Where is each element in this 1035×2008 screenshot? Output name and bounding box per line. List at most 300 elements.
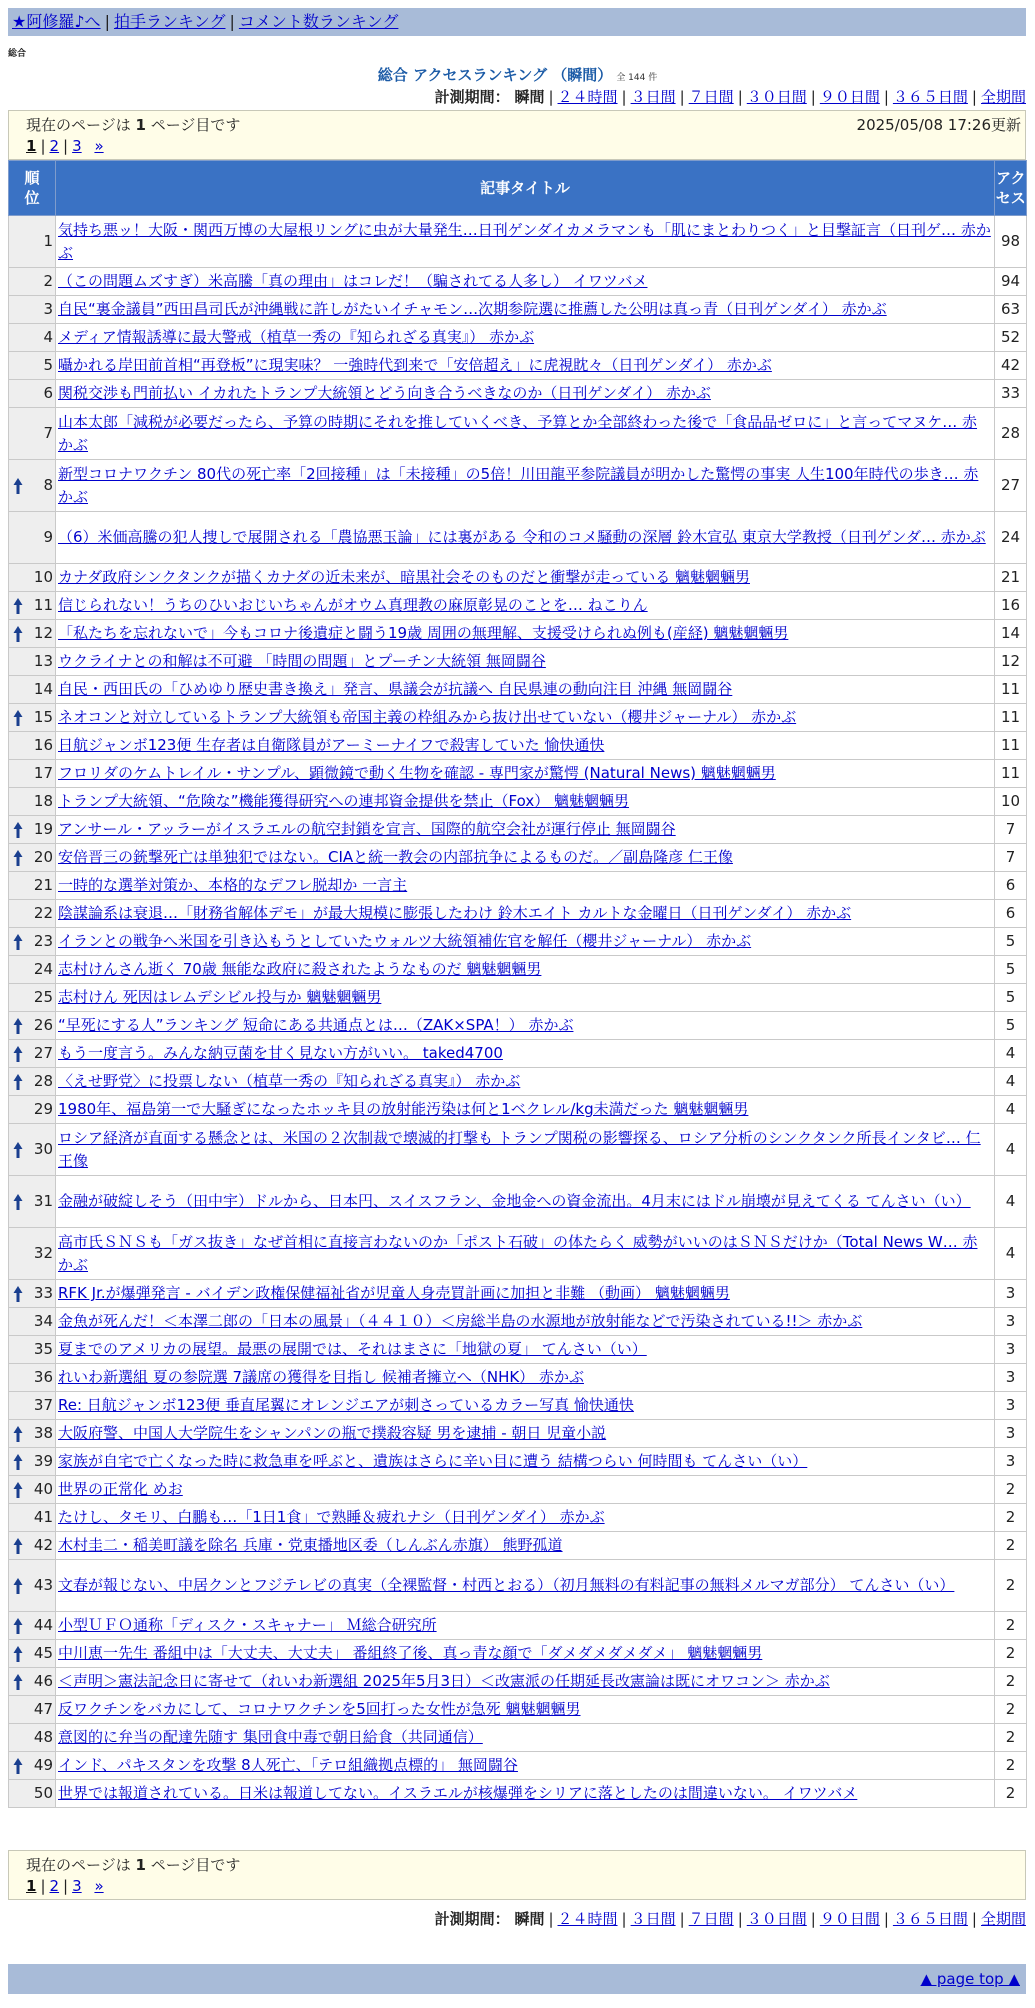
rank-number: 39 [33,1452,53,1470]
rank-cell [9,380,56,408]
access-count: 28 [995,408,1027,460]
rank-number: 36 [33,1368,53,1386]
table-row [9,1392,1027,1420]
title-cell [56,1640,995,1668]
article-link[interactable]: 陰謀論系は衰退…「財務省解体デモ」が最大規模に膨張したわけ 鈴木エイト カルトな金曜日（日刊ゲンダイ） 赤かぶ [58,904,852,922]
table-row [9,1068,1027,1096]
period-selector-top [435,86,1026,107]
period-link-24h[interactable]: ２４時間 [557,1910,618,1928]
rank-number: 25 [33,988,53,1006]
period-label: 計測期間： [434,1910,510,1928]
table-row [9,620,1027,648]
access-count: 2 [995,1668,1027,1696]
rank-number: 42 [33,1536,53,1554]
rank-number: 38 [33,1424,53,1442]
access-count: 11 [995,732,1027,760]
article-link[interactable]: れいわ新選組 夏の参院選 7議席の獲得を目指し 候補者擁立へ（NHK） 赤かぶ [58,1368,584,1386]
title-cell [56,732,995,760]
table-row [9,984,1027,1012]
rank-cell [9,676,56,704]
rank-number: 5 [43,356,53,374]
table-row [9,512,1027,564]
table-row [9,1124,1027,1176]
title-cell [56,956,995,984]
title-cell [56,324,995,352]
rank-number: 50 [33,1784,53,1802]
article-link[interactable]: 「私たちを忘れないで」今もコロナ後遺症と闘う19歳 周囲の無理解、支援受けられぬ例も(産経) 魑魅魍魎男 [58,624,789,642]
up-arrow-icon [13,933,23,951]
rank-cell [9,1068,56,1096]
page-separator: | [40,1877,46,1895]
period-separator: | [810,88,816,106]
article-link[interactable]: 新型コロナワクチン 80代の死亡率「2回接種」は「未接種」の5倍！川田龍平参院議員が明かした驚愕の事実 人生100年時代の歩き… 赤かぶ [58,464,979,506]
title-cell [56,1228,995,1280]
rank-cell [9,352,56,380]
access-count: 42 [995,352,1027,380]
article-link[interactable]: 高市氏ＳＮＳも「ガス抜き」なぜ首相に直接言わないのか「ポスト石破」の体たらく 威勢がいいのはＳＮＳだけか（Total News W… 赤かぶ [58,1232,978,1274]
rank-cell [9,1476,56,1504]
access-count: 14 [995,620,1027,648]
article-link[interactable]: トランプ大統領、“危険な”機能獲得研究への連邦資金提供を禁止（Fox） 魑魅魍魎男 [58,792,629,810]
access-count: 5 [995,984,1027,1012]
rank-number: 44 [33,1616,53,1634]
rank-number: 11 [33,596,53,614]
rank-number: 46 [33,1672,53,1690]
rank-number: 2 [43,272,53,290]
title-cell [56,512,995,564]
article-link[interactable]: 日航ジャンボ123便 生存者は自衛隊員がアーミーナイフで殺害していた 愉快通快 [58,736,605,754]
table-row [9,872,1027,900]
article-link[interactable]: RFK Jr.が爆弾発言 - バイデン政権保健福祉省が児童人身売買計画に加担と非難 （動画） 魑魅魍魎男 [58,1284,730,1302]
period-link-365d[interactable]: ３６５日間 [892,88,968,106]
rank-cell [9,1096,56,1124]
rank-number: 4 [43,328,53,346]
table-row [9,788,1027,816]
current-page-text [26,1854,240,1875]
rank-cell [9,1612,56,1640]
period-link-24h[interactable]: ２４時間 [557,88,618,106]
article-link[interactable]: 反ワクチンをバカにして、コロナワクチンを5回打った女性が急死 魑魅魍魎男 [58,1700,581,1718]
title-cell [56,1780,995,1808]
article-link[interactable]: “早死にする人”ランキング 短命にある共通点とは…（ZAK×SPA！） 赤かぶ [58,1016,574,1034]
article-link[interactable]: 自民・西田氏の「ひめゆり歴史書き換え」発言、県議会が抗議へ 自民県連の動向注目 沖縄 無岡闘谷 [58,680,733,698]
page-link-3[interactable]: 3 [72,137,82,155]
title-cell [56,844,995,872]
rank-number: 12 [33,624,53,642]
rank-cell [9,1176,56,1228]
rank-number: 30 [33,1140,53,1158]
title-cell [56,216,995,268]
title-cell [56,1476,995,1504]
title-cell [56,1280,995,1308]
article-link[interactable]: （6）米価高騰の犯人捜しで展開される「農協悪玉論」には裏がある 令和のコメ騒動の深層 鈴木宣弘 東京大学教授（日刊ゲンダ… 赤かぶ [58,528,986,546]
rank-cell [9,1532,56,1560]
pagination [26,137,104,155]
table-row [9,1364,1027,1392]
table-row [9,1096,1027,1124]
access-count: 6 [995,872,1027,900]
access-count: 2 [995,1724,1027,1752]
access-count: 4 [995,1176,1027,1228]
table-row [9,1532,1027,1560]
rank-number: 6 [43,384,53,402]
table-row [9,460,1027,512]
title-cell [56,460,995,512]
article-link[interactable]: もう一度言う。みんな納豆菌を甘く見ない方がいい。 taked4700 [58,1044,503,1062]
rank-number: 14 [33,680,53,698]
paging-box-bottom [8,1850,1026,1900]
title-cell [56,648,995,676]
article-link[interactable]: フロリダのケムトレイル・サンプル、顕微鏡で動く生物を確認 - 専門家が驚愕 (Natural News) 魑魅魍魎男 [58,764,776,782]
access-count: 4 [995,1040,1027,1068]
rank-cell [9,928,56,956]
article-link[interactable]: 志村けん 死因はレムデシビル投与か 魑魅魍魎男 [58,988,382,1006]
rank-cell [9,956,56,984]
rank-cell [9,216,56,268]
table-row [9,1308,1027,1336]
rank-number: 32 [33,1244,53,1262]
title-cell [56,1308,995,1336]
rank-number: 26 [33,1016,53,1034]
rank-cell [9,1280,56,1308]
title-cell [56,620,995,648]
article-link[interactable]: 囁かれる岸田前首相“再登板”に現実味？ 一強時代到来で「安倍超え」に虎視眈々（日刊ゲンダイ） 赤かぶ [58,356,772,374]
access-count: 2 [995,1640,1027,1668]
table-row [9,648,1027,676]
title-cell [56,1012,995,1040]
period-link-3d[interactable]: ３日間 [630,88,676,106]
period-separator: | [971,1910,977,1928]
paging-current-number: 1 [135,116,146,134]
article-link[interactable]: 金融が破綻しそう（田中宇）ドルから、日本円、スイスフラン、金地金への資金流出。4月末にはドル崩壊が見えてくる てんさい（い） [58,1192,971,1210]
title-cell [56,1532,995,1560]
period-separator: | [679,1910,685,1928]
page-link-2[interactable]: 2 [49,1877,60,1895]
article-link[interactable]: たけし、タモリ、白鵬も…「1日1食」で熟睡＆疲れナシ（日刊ゲンダイ） 赤かぶ [58,1508,605,1526]
article-link[interactable]: 安倍晋三の銃撃死亡は単独犯ではない。CIAと統一教会の内部抗争によるものだ。／副島隆彦 仁王像 [58,848,733,866]
article-link[interactable]: 大阪府警、中国人大学院生をシャンパンの瓶で撲殺容疑 男を逮捕 - 朝日 児童小説 [58,1424,607,1442]
up-arrow-icon [13,821,23,839]
period-link-all[interactable]: 全期間 [980,88,1026,106]
paging-box-top [8,110,1026,160]
access-count: 63 [995,296,1027,324]
access-count: 2 [995,1476,1027,1504]
access-count: 11 [995,676,1027,704]
access-count: 21 [995,564,1027,592]
period-link-365d[interactable]: ３６５日間 [892,1910,968,1928]
title-cell [56,816,995,844]
paging-text: 現在のページは [26,116,131,134]
access-count: 7 [995,816,1027,844]
rank-number: 8 [43,476,53,494]
access-count: 2 [995,1752,1027,1780]
rank-cell [9,844,56,872]
access-count: 5 [995,956,1027,984]
period-separator: | [548,88,554,106]
period-link-30d[interactable]: ３０日間 [746,88,807,106]
table-row [9,928,1027,956]
title-cell [56,564,995,592]
access-count: 5 [995,928,1027,956]
rank-number: 19 [33,820,53,838]
access-count: 2 [995,1504,1027,1532]
access-count: 16 [995,592,1027,620]
article-link[interactable]: Re: 日航ジャンボ123便 垂直尾翼にオレンジエアが刺さっているカラー写真 愉快通快 [58,1396,634,1414]
up-arrow-icon [13,1285,23,1303]
up-arrow-icon [13,1757,23,1775]
rank-number: 37 [33,1396,53,1414]
table-row [9,380,1027,408]
table-row [9,816,1027,844]
rank-cell [9,984,56,1012]
rank-number: 45 [33,1644,53,1662]
rank-number: 40 [33,1480,53,1498]
article-link[interactable]: 〈えせ野党〉に投票しない（植草一秀の『知られざる真実』） 赤かぶ [58,1072,521,1090]
table-row [9,956,1027,984]
page-link-2[interactable]: 2 [49,137,60,155]
access-count: 3 [995,1392,1027,1420]
table-row [9,900,1027,928]
page-title [0,64,1035,85]
header-access-text: アクセス [995,169,1026,207]
title-cell [56,380,995,408]
title-cell [56,1124,995,1176]
rank-cell [9,1724,56,1752]
rank-number: 20 [33,848,53,866]
period-label: 計測期間： [434,88,510,106]
title-cell [56,1176,995,1228]
access-count: 11 [995,704,1027,732]
up-arrow-icon [13,597,23,615]
table-row [9,676,1027,704]
rank-cell [9,1012,56,1040]
table-row [9,408,1027,460]
period-link-all[interactable]: 全期間 [980,1910,1026,1928]
article-link[interactable]: 山本太郎「減税が必要だったら、予算の時期にそれを推していくべき、予算とか全部終わった後で「食品品ゼロに」と言ってマヌケ… 赤かぶ [58,412,978,454]
table-row [9,1476,1027,1504]
period-separator: | [737,88,743,106]
up-arrow-icon [13,1673,23,1691]
table-row [9,1780,1027,1808]
paging-text: ページ目です [150,1856,241,1874]
title-cell [56,760,995,788]
article-link[interactable]: 関税交渉も門前払い イカれたトランプ大統領とどう向き合うべきなのか（日刊ゲンダイ） 赤かぶ [58,384,711,402]
period-separator: | [810,1910,816,1928]
rank-cell [9,408,56,460]
title-cell [56,1696,995,1724]
up-arrow-icon [13,849,23,867]
article-link[interactable]: 志村けんさん逝く 70歳 無能な政府に殺されたようなものだ 魑魅魍魎男 [58,960,542,978]
page-separator: | [63,1877,69,1895]
rank-number: 28 [33,1072,53,1090]
rank-number: 23 [33,932,53,950]
table-row [9,1280,1027,1308]
title-cell [56,352,995,380]
access-count: 4 [995,1096,1027,1124]
period-link-7d[interactable]: ７日間 [688,1910,734,1928]
rank-number: 15 [33,708,53,726]
rank-cell [9,1228,56,1280]
title-cell [56,296,995,324]
rank-cell [9,872,56,900]
rank-cell [9,460,56,512]
access-count: 3 [995,1336,1027,1364]
table-row [9,1228,1027,1280]
title-cell [56,1448,995,1476]
paging-current-number: 1 [135,1856,146,1874]
access-count: 7 [995,844,1027,872]
rank-cell [9,1696,56,1724]
page-1: 1 [26,1877,37,1895]
rank-number: 35 [33,1340,53,1358]
article-link[interactable]: 夏までのアメリカの展望。最悪の展開では、それはまさに「地獄の夏」 てんさい（い） [58,1340,647,1358]
table-row [9,296,1027,324]
period-separator: | [971,88,977,106]
article-link[interactable]: イランとの戦争へ米国を引き込もうとしていたウォルツ大統領補佐官を解任（櫻井ジャーナル） 赤かぶ [58,932,752,950]
period-selector-bottom [435,1908,1026,1929]
access-count: 3 [995,1448,1027,1476]
rank-cell [9,1040,56,1068]
table-row [9,1012,1027,1040]
page-next-link[interactable]: » [94,1877,104,1895]
page-top-link[interactable]: ▲ page top ▲ [920,1970,1020,1988]
period-link-90d[interactable]: ９０日間 [819,1910,880,1928]
title-cell [56,928,995,956]
access-count: 94 [995,268,1027,296]
up-arrow-icon [13,1017,23,1035]
period-current: 瞬間 [514,88,545,106]
up-arrow-icon [13,1537,23,1555]
rank-cell [9,512,56,564]
up-arrow-icon [13,1481,23,1499]
article-link[interactable]: アンサール・アッラーがイスラエルの航空封鎖を宣言、国際的航空会社が運行停止 無岡闘谷 [58,820,676,838]
article-link[interactable]: ネオコンと対立しているトランプ大統領も帝国主義の枠組みから抜け出せていない（櫻井ジャーナル） 赤かぶ [58,708,797,726]
period-link-30d[interactable]: ３０日間 [746,1910,807,1928]
rank-cell [9,648,56,676]
table-row [9,216,1027,268]
access-count: 27 [995,460,1027,512]
rank-cell [9,1124,56,1176]
current-page-text [26,114,240,135]
article-link[interactable]: メディア情報誘導に最大警戒（植草一秀の『知られざる真実』） 赤かぶ [58,328,535,346]
nav-link-comment-ranking[interactable]: コメント数ランキング [238,12,399,31]
title-cell [56,1336,995,1364]
article-link[interactable]: 金魚が死んだ！＜本澤二郎の「日本の風景」（４４１０）＜房総半島の水源地が放射能などで汚染されている!!＞ 赤かぶ [58,1312,863,1330]
access-count: 52 [995,324,1027,352]
pagination [26,1877,104,1895]
article-link[interactable]: カナダ政府シンクタンクが描くカナダの近未来が、暗黒社会そのものだと衝撃が走っている 魑魅魍魎男 [58,568,750,586]
header-rank [9,161,56,216]
table-row [9,1752,1027,1780]
rank-cell [9,1308,56,1336]
rank-number: 1 [43,232,53,250]
paging-text: ページ目です [150,116,241,134]
article-link[interactable]: 1980年、福島第一で大騒ぎになったホッキ貝の放射能汚染は何と1ベクレル/kg未満だった 魑魅魍魎男 [58,1100,749,1118]
nav-link-ashura[interactable]: ★阿修羅♪へ [12,12,101,31]
article-link[interactable]: 自民“裏金議員”西田昌司氏が沖縄戦に許しがたいイチャモン…次期参院選に推薦した公明は真っ青（日刊ゲンダイ） 赤かぶ [58,300,887,318]
rank-number: 41 [33,1508,53,1526]
paging-text: 現在のページは [26,1856,131,1874]
article-link[interactable]: ＜声明＞憲法記念日に寄せて（れいわ新選組 2025年5月3日）＜改憲派の任期延長改憲論は既にオワコン＞ 赤かぶ [58,1672,830,1690]
updated-time: 2025/05/08 17:26更新 [856,116,1021,134]
up-arrow-icon [13,1193,23,1211]
article-link[interactable]: 木村圭二・稲美町議を除名 兵庫・党東播地区委（しんぶん赤旗） 熊野孤道 [58,1536,563,1554]
title-cell [56,1040,995,1068]
article-link[interactable]: 中川恵一先生 番組中は「大丈夫、大丈夫」 番組終了後、真っ青な顔で「ダメダメダメダメ」 魑魅魍魎男 [58,1644,763,1662]
title-cell [56,592,995,620]
nav-link-clap-ranking[interactable]: 拍手ランキング [113,12,226,31]
page-separator [82,137,95,155]
period-link-7d[interactable]: ７日間 [688,88,734,106]
article-link[interactable]: ロシア経済が直面する懸念とは、米国の２次制裁で壊滅的打撃も トランプ関税の影響探る、ロシア分析のシンクタンク所長インタビ… 仁王像 [58,1128,981,1170]
rank-cell [9,564,56,592]
access-count: 3 [995,1308,1027,1336]
access-count: 2 [995,1780,1027,1808]
article-link[interactable]: 世界の正常化 めお [58,1480,183,1498]
title-cell [56,704,995,732]
access-count: 2 [995,1532,1027,1560]
access-count: 12 [995,648,1027,676]
access-count: 4 [995,1124,1027,1176]
rank-number: 48 [33,1728,53,1746]
page-next-link[interactable]: » [94,137,104,155]
table-row [9,844,1027,872]
up-arrow-icon [13,1617,23,1635]
title-cell [56,268,995,296]
table-row [9,1560,1027,1612]
access-count: 98 [995,216,1027,268]
access-count: 5 [995,1012,1027,1040]
rank-cell [9,1780,56,1808]
rank-number: 17 [33,764,53,782]
page-title-text: 総合 アクセスランキング （瞬間） [377,66,613,84]
article-link[interactable]: 信じられない！うちのひいおじいちゃんがオウム真理教の麻原彰晃のことを… ねこりん [58,596,648,614]
article-link[interactable]: （この問題ムズすぎ）米高騰「真の理由」はコレだ！（騙されてる人多し） イワツバメ [58,272,648,290]
period-link-90d[interactable]: ９０日間 [819,88,880,106]
article-link[interactable]: インド、パキスタンを攻撃 8人死亡、「テロ組織拠点標的」 無岡闘谷 [58,1756,518,1774]
rank-cell [9,1448,56,1476]
article-link[interactable]: 小型ＵＦＯ通称「ディスク・スキャナー」 Ｍ総合研究所 [58,1616,437,1634]
rank-number: 27 [33,1044,53,1062]
access-count: 2 [995,1560,1027,1612]
rank-cell [9,704,56,732]
up-arrow-icon [13,1453,23,1471]
table-row [9,564,1027,592]
article-link[interactable]: 意図的に弁当の配達先随す 集団食中毒で朝日給食（共同通信） [58,1728,483,1746]
page-link-3[interactable]: 3 [72,1877,82,1895]
article-link[interactable]: 家族が自宅で亡くなった時に救急車を呼ぶと、遺族はさらに辛い目に遭う 結構つらい 何時間も てんさい（い） [58,1452,808,1470]
article-link[interactable]: 文春が報じない、中居クンとフジテレビの真実（全裸監督・村西とおる）（初月無料の有料記事の無料メルマガ部分） てんさい（い） [58,1576,955,1594]
article-link[interactable]: 一時的な選挙対策か、本格的なデフレ脱却か 一言主 [58,876,408,894]
page-separator: | [63,137,69,155]
table-row [9,1640,1027,1668]
table-row [9,1612,1027,1640]
up-arrow-icon [13,1045,23,1063]
rank-number: 7 [43,424,53,442]
header-title: 記事タイトル [56,161,995,216]
article-link[interactable]: 気持ち悪ッ！大阪・関西万博の大屋根リングに虫が大量発生…日刊ゲンダイカメラマンも「肌にまとわりつく」と目撃証言（日刊ゲ… 赤かぶ [58,220,991,262]
period-link-3d[interactable]: ３日間 [630,1910,676,1928]
access-count: 33 [995,380,1027,408]
access-count: 4 [995,1228,1027,1280]
table-row [9,1668,1027,1696]
up-arrow-icon [13,1073,23,1091]
rank-number: 13 [33,652,53,670]
article-link[interactable]: ウクライナとの和解は不可避 「時間の問題」とプーチン大統領 無岡闘谷 [58,652,546,670]
period-current: 瞬間 [514,1910,545,1928]
article-link[interactable]: 世界では報道されている。日米は報道してない。イスラエルが核爆弾をシリアに落としたのは間違いない。 イワツバメ [58,1784,858,1802]
period-separator: | [883,88,889,106]
